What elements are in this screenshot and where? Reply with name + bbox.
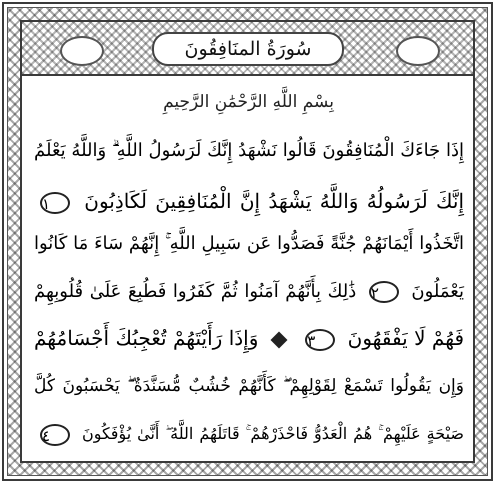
ayah-number-marker: ٢: [369, 281, 399, 303]
surah-title: سُورَةُ المنَافِقُونَ: [184, 38, 312, 60]
verse-line-6: [34, 366, 464, 406]
verse-text: صَيْحَةٍ عَلَيْهِمْ ۚ هُمُ الْعَدُوُّ فَاحْذَرْهُمْ ۚ قَاتَلَهُمُ اللَّهُ ۖ أَنَّىٰ يُؤْفَكُونَ: [81, 424, 464, 443]
verse-text: ذَٰلِكَ بِأَنَّهُمْ آمَنُوا ثُمَّ كَفَرُوا فَطُبِعَ عَلَىٰ قُلُوبِهِمْ: [34, 281, 357, 302]
verse-text: وَإِذَا رَأَيْتَهُمْ تُعْجِبُكَ أَجْسَامُهُمْ: [34, 326, 259, 350]
verse-line-5: [34, 318, 464, 358]
title-divider: [22, 74, 473, 76]
verse-line-3: [34, 224, 464, 264]
verse-line-7: [34, 414, 464, 454]
verse-text: يَعْمَلُونَ: [411, 281, 464, 302]
verse-text: إِذَا جَاءَكَ الْمُنَافِقُونَ قَالُوا نَشْهَدُ إِنَّكَ لَرَسُولُ اللَّهِ ۗ وَاللَّهُ يَعْلَمُ: [34, 140, 464, 161]
right-ornament-icon: [396, 36, 440, 66]
hizb-marker-icon: [270, 331, 287, 348]
verse-line-2: [34, 181, 464, 221]
surah-title-cartouche: [152, 32, 344, 66]
basmala: بِسْمِ اللَّهِ الرَّحْمَٰنِ الرَّحِيمِ: [163, 92, 334, 112]
verse-text: إِنَّكَ لَرَسُولُهُ وَاللَّهُ يَشْهَدُ إِنَّ الْمُنَافِقِينَ لَكَاذِبُونَ: [84, 189, 464, 213]
left-ornament-icon: [60, 36, 104, 66]
verse-text: فَهُمْ لَا يَفْقَهُونَ: [347, 326, 465, 350]
ayah-number-marker: ١: [40, 192, 70, 214]
verse-line-1: [34, 131, 464, 171]
verse-text: وَإِن يَقُولُوا تَسْمَعْ لِقَوْلِهِمْ ۖ كَأَنَّهُمْ خُشُبٌ مُّسَنَّدَةٌ ۖ يَحْسَبُونَ كُلَّ: [34, 376, 464, 396]
verse-text: اتَّخَذُوا أَيْمَانَهُمْ جُنَّةً فَصَدُّوا عَن سَبِيلِ اللَّهِ ۚ إِنَّهُمْ سَاءَ مَا كَانُوا: [34, 233, 464, 254]
ayah-number-marker: ٤: [40, 424, 70, 446]
verse-line-4: [34, 272, 464, 312]
ayah-number-marker: ٣: [305, 329, 335, 351]
